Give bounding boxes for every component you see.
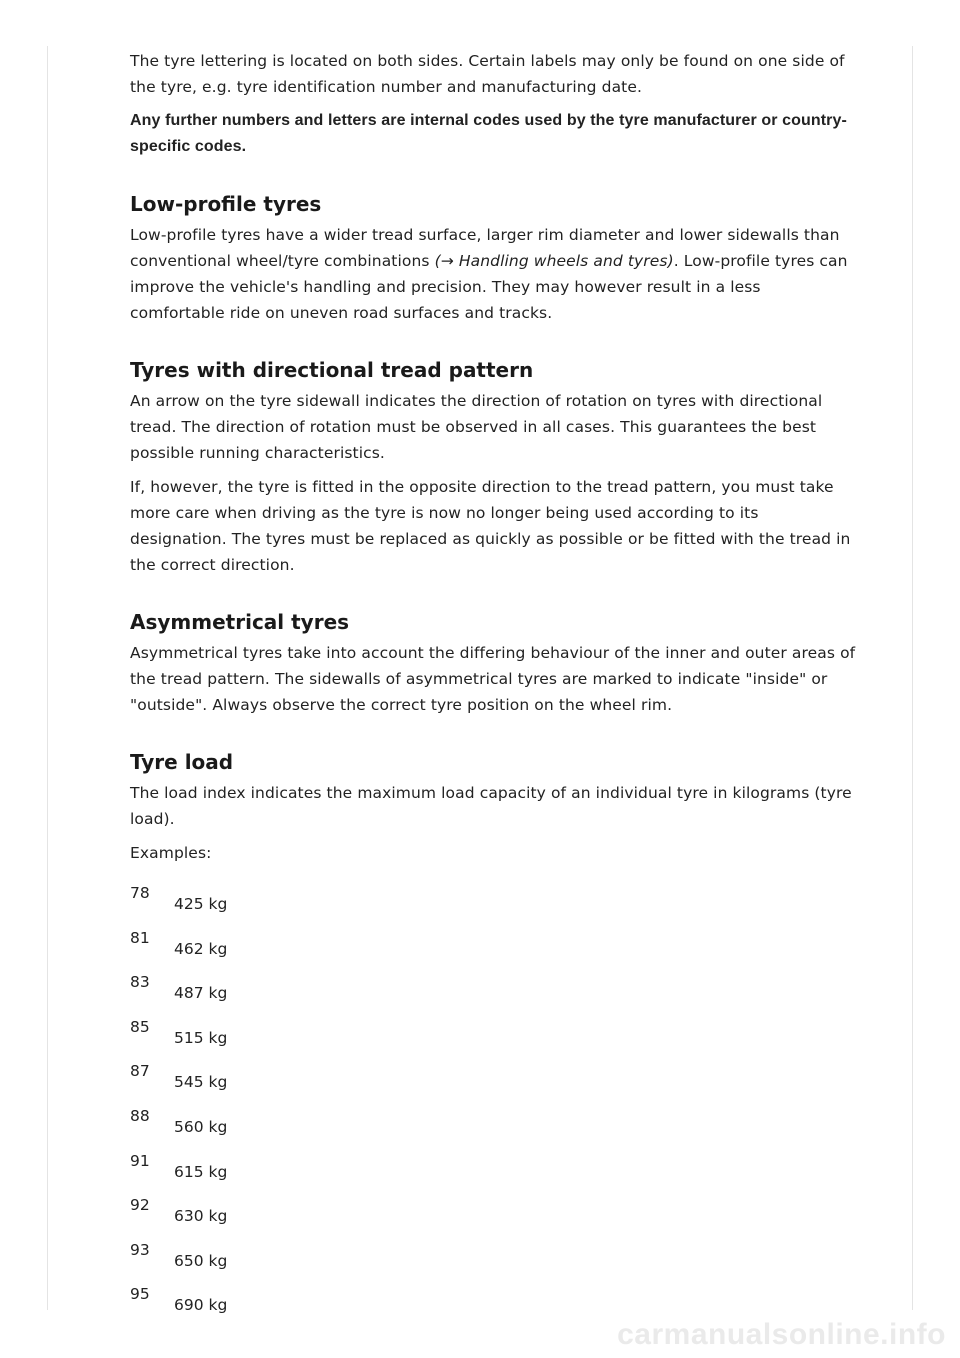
load-value-cell: 425 kg xyxy=(174,895,228,913)
load-index-cell: 92 xyxy=(130,1196,150,1215)
load-index-cell: 87 xyxy=(130,1062,150,1081)
load-index-cell: 95 xyxy=(130,1285,150,1304)
load-index-cell: 91 xyxy=(130,1151,150,1170)
load-value-cell: 650 kg xyxy=(174,1251,228,1270)
table-row xyxy=(130,1239,860,1284)
table-row xyxy=(130,927,860,972)
load-index-cell: 93 xyxy=(130,1240,150,1259)
document-body xyxy=(130,48,860,1328)
table-row xyxy=(130,1150,860,1195)
intro-paragraph: The tyre lettering is located on both sides. Certain labels may only be found on one side of the tyre, e.g. tyre identification number and manufacturing date. xyxy=(130,52,845,96)
directional-paragraph-2: If, however, the tyre is fitted in the opposite direction to the tread pattern, you must take more care when driving as the tyre is now no longer being used according to its designation. The tyres must be replaced as quickly as possible or be fitted with the tread in the correct direction. xyxy=(130,478,851,574)
table-row xyxy=(130,882,860,927)
heading-asymmetrical: Asymmetrical tyres xyxy=(130,610,350,634)
left-margin-rule xyxy=(47,46,48,1310)
low-profile-paragraph xyxy=(130,222,860,326)
heading-directional: Tyres with directional tread pattern xyxy=(130,358,534,382)
directional-paragraph-1: An arrow on the tyre sidewall indicates the direction of rotation on tyres with directional tread. The direction of rotation must be observed in all cases. This guarantees the best possible running characteristics. xyxy=(130,392,823,462)
handling-reference-link[interactable]: (→ Handling wheels and tyres) xyxy=(434,252,674,270)
load-value-cell: 690 kg xyxy=(174,1296,228,1315)
load-index-cell: 78 xyxy=(130,884,150,902)
load-index-table xyxy=(130,882,860,1328)
examples-label: Examples: xyxy=(130,844,212,862)
load-value-cell: 462 kg xyxy=(174,939,228,958)
heading-tyre-load: Tyre load xyxy=(130,750,234,774)
low-profile-text-b: . Low-profile tyres can improve the vehicle's handling and precision. They may however result in a less comfortable ride on uneven road surfaces and tracks. xyxy=(130,252,848,322)
load-value-cell: 630 kg xyxy=(174,1207,228,1226)
heading-low-profile: Low-profile tyres xyxy=(130,192,322,216)
asymmetrical-paragraph: Asymmetrical tyres take into account the differing behaviour of the inner and outer areas of the tread pattern. The sidewalls of asymmetrical tyres are marked to indicate "inside" or "outside". Always observe the correct tyre position on the wheel rim. xyxy=(130,644,856,714)
table-row xyxy=(130,971,860,1016)
low-profile-text-a: Low-profile tyres have a wider tread surface, larger rim diameter and lower sidewalls than conventional wheel/tyre combinations xyxy=(130,226,840,270)
load-index-cell: 83 xyxy=(130,973,150,992)
load-value-cell: 487 kg xyxy=(174,984,228,1003)
load-value-cell: 615 kg xyxy=(174,1162,228,1181)
load-value-cell: 515 kg xyxy=(174,1028,228,1047)
tyre-load-paragraph: The load index indicates the maximum load capacity of an individual tyre in kilograms (tyre load). xyxy=(130,784,852,828)
site-watermark: carmanualsonline.info xyxy=(617,1318,946,1351)
load-value-cell: 545 kg xyxy=(174,1073,228,1092)
right-margin-rule xyxy=(912,46,913,1310)
table-row xyxy=(130,1194,860,1239)
load-index-cell: 85 xyxy=(130,1017,150,1036)
intro-bold-note: Any further numbers and letters are internal codes used by the tyre manufacturer or country-specific codes. xyxy=(130,112,847,155)
load-index-cell: 88 xyxy=(130,1106,150,1125)
load-index-cell: 81 xyxy=(130,928,150,947)
table-row xyxy=(130,1016,860,1061)
table-row xyxy=(130,1060,860,1105)
table-row xyxy=(130,1105,860,1150)
load-value-cell: 560 kg xyxy=(174,1117,228,1136)
